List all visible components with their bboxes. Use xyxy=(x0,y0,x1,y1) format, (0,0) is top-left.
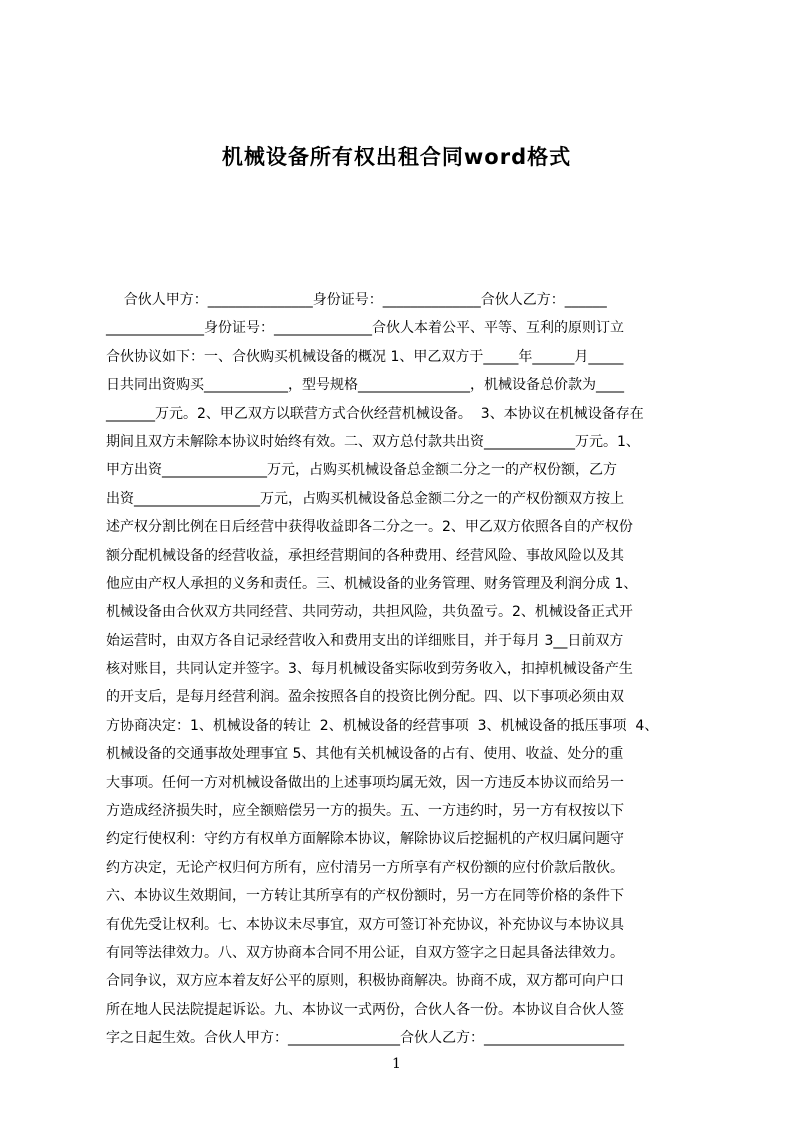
body-line: ______________身份证号：______________合伙人本着公平、平等、互利的原则订立 xyxy=(106,320,624,337)
body-line: 日共同出资购买____________，型号规格________________，机械设备总价款为____ xyxy=(106,377,624,394)
body-line: 核对账目，共同认定并签字。3、每月机械设备实际收到劳务收入，扣掉机械设备产生 xyxy=(106,661,633,678)
body-line: 出资__________________万元，占购买机械设备总金额二分之一的产权份额双方按上 xyxy=(106,490,624,507)
body-line: 机械设备的交通事故处理事宜 5、其他有关机械设备的占有、使用、收益、处分的重 xyxy=(106,746,624,763)
body-line: 六、本协议生效期间，一方转让其所享有的产权份额时，另一方在同等价格的条件下 xyxy=(106,888,624,905)
body-line: 额分配机械设备的经营收益，承担经营期间的各种费用、经营风险、事故风险以及其 xyxy=(106,547,624,564)
body-line: 所在地人民法院提起诉讼。九、本协议一式两份，合伙人各一份。本协议自合伙人签 xyxy=(106,1001,624,1018)
body-line: 约方决定，无论产权归何方所有，应付清另一方所享有产权份额的应付价款后散伙。 xyxy=(106,859,624,876)
body-line: 方协商决定：1、机械设备的转让 2、机械设备的经营事项 3、机械设备的抵压事项 4、 xyxy=(106,717,659,734)
page-number: 1 xyxy=(392,1056,401,1072)
body-line: 方造成经济损失时，应全额赔偿另一方的损失。五、一方违约时，另一方有权按以下 xyxy=(106,803,624,820)
body-line: 有优先受让权利。七、本协议未尽事宜，双方可签订补充协议，补充协议与本协议具 xyxy=(106,916,624,933)
body-line: 述产权分割比例在日后经营中获得收益即各二分之一。2、甲乙双方依照各自的产权份 xyxy=(106,519,633,536)
body-line: 他应由产权人承担的义务和责任。三、机械设备的业务管理、财务管理及利润分成 1、 xyxy=(106,575,638,592)
body-line: 甲方出资_______________万元，占购买机械设备总金额二分之一的产权份额，乙方 xyxy=(106,462,617,479)
body-line: _______万元。2、甲乙双方以联营方式合伙经营机械设备。 3、本协议在机械设备存在 xyxy=(106,405,644,422)
body-line: 约定行使权利：守约方有权单方面解除本协议，解除协议后挖掘机的产权归属问题守 xyxy=(106,831,624,848)
body-line: 合伙协议如下：一、合伙购买机械设备的概况 1、甲乙双方于_____年______月_____ xyxy=(106,348,624,365)
body-line: 字之日起生效。合伙人甲方：________________合伙人乙方：____________________ xyxy=(106,1030,624,1047)
body-line: 始运营时，由双方各自记录经营收入和费用支出的详细账目，并于每月 3__日前双方 xyxy=(106,632,624,649)
body-line: 合伙人甲方：_______________身份证号：______________合伙人乙方：______ xyxy=(106,292,607,308)
body-line: 期间且双方未解除本协议时始终有效。二、双方总付款共出资_____________万元。1、 xyxy=(106,433,640,450)
body-line: 的开支后，是每月经营利润。盈余按照各自的投资比例分配。四、以下事项必须由双 xyxy=(106,689,624,706)
contract-body xyxy=(106,286,698,1047)
body-line: 有同等法律效力。八、双方协商本合同不用公证，自双方签字之日起具备法律效力。 xyxy=(106,944,624,961)
body-line: 机械设备由合伙双方共同经营、共同劳动，共担风险，共负盈亏。2、机械设备正式开 xyxy=(106,604,633,621)
document-title: 机械设备所有权出租合同word格式 xyxy=(221,145,572,169)
body-line: 合同争议，双方应本着友好公平的原则，积极协商解决。协商不成，双方都可向户口 xyxy=(106,973,624,990)
body-line: 大事项。任何一方对机械设备做出的上述事项均属无效，因一方违反本协议而给另一 xyxy=(106,774,624,791)
